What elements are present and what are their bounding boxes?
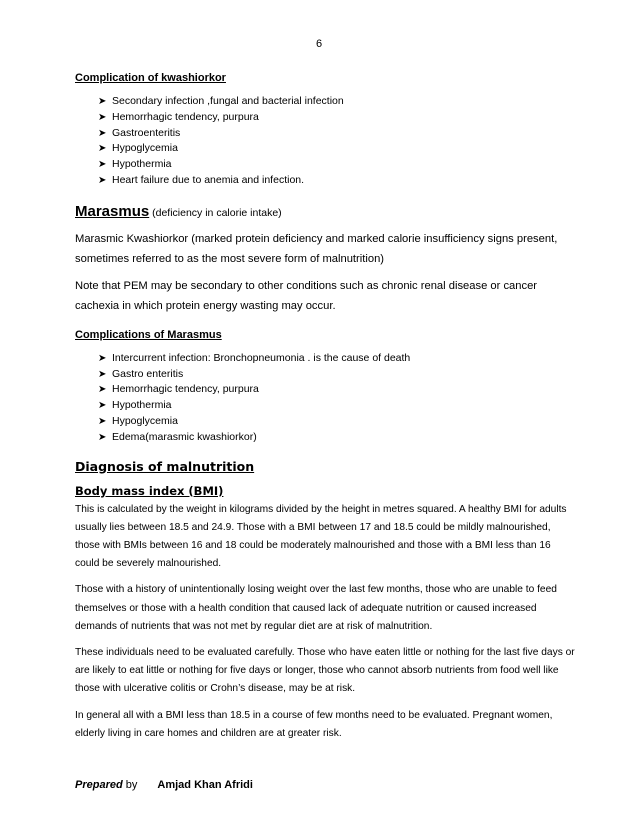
marasmus-paragraph-1: Marasmic Kwashiorkor (marked protein deficiency and marked calorie insufficiency signs present, sometimes referred to as the most severe form of malnutrition) xyxy=(75,232,558,265)
arrow-bullet-icon: ➤ xyxy=(98,431,107,443)
marasmus-subtitle: (deficiency in calorie intake) xyxy=(149,206,282,219)
kwashiorkor-list xyxy=(75,94,575,189)
marasmus-list xyxy=(75,351,575,446)
bmi-heading: Body mass index (BMI) xyxy=(75,483,224,498)
list-item: ➤ Hypothermia xyxy=(98,398,575,414)
page-content xyxy=(75,72,575,743)
list-item: ➤ Gastroenteritis xyxy=(98,126,575,142)
list-item: ➤ Edema(marasmic kwashiorkor) xyxy=(98,430,575,446)
kwashiorkor-heading: Complication of kwashiorkor xyxy=(75,72,226,84)
risk-paragraph: Those with a history of unintentionally losing weight over the last few months, those who are unable to feed themselves or those with a health condition that caused lack of adequate nutrition or caused increased demands of nutrients that was not met by regular diet are at risk of malnutrition. xyxy=(75,584,557,632)
arrow-bullet-icon: ➤ xyxy=(98,159,107,171)
arrow-bullet-icon: ➤ xyxy=(98,127,107,139)
arrow-bullet-icon: ➤ xyxy=(98,352,107,364)
general-paragraph: In general all with a BMI less than 18.5 in a course of few months need to be evaluated. Pregnant women, elderly living in care homes and children are at greater risk. xyxy=(75,709,553,739)
arrow-bullet-icon: ➤ xyxy=(98,400,107,412)
marasmus-complications-heading: Complications of Marasmus xyxy=(75,328,222,341)
footer xyxy=(75,779,253,791)
list-item: ➤ Intercurrent infection: Bronchopneumonia . is the cause of death xyxy=(98,351,575,367)
arrow-bullet-icon: ➤ xyxy=(98,111,107,123)
arrow-bullet-icon: ➤ xyxy=(98,415,107,427)
arrow-bullet-icon: ➤ xyxy=(98,368,107,380)
list-item: ➤ Secondary infection ,fungal and bacterial infection xyxy=(98,94,575,110)
list-item: ➤ Hypothermia xyxy=(98,157,575,173)
marasmus-title: Marasmus xyxy=(75,202,150,220)
list-item: ➤ Heart failure due to anemia and infection. xyxy=(98,173,575,189)
evaluation-paragraph: These individuals need to be evaluated carefully. Those who have eaten little or nothing for the last five days or are likely to eat little or nothing for five days or longer, those who cannot absorb nutrients from food well like those with ulcerative colitis or Crohn’s disease, may be at risk. xyxy=(75,646,575,695)
footer-by: by xyxy=(122,779,138,791)
marasmus-title-line xyxy=(75,203,575,221)
marasmus-paragraph-2: Note that PEM may be secondary to other conditions such as chronic renal disease or cancer cachexia in which protein energy wasting may occur. xyxy=(75,279,538,312)
arrow-bullet-icon: ➤ xyxy=(98,143,107,155)
arrow-bullet-icon: ➤ xyxy=(98,174,107,186)
page-number: 6 xyxy=(315,38,323,50)
footer-author: Amjad Khan Afridi xyxy=(157,779,253,791)
list-item: ➤ Hypoglycemia xyxy=(98,414,575,430)
arrow-bullet-icon: ➤ xyxy=(98,384,107,396)
footer-prepared: Prepared xyxy=(75,779,123,791)
list-item: ➤ Hemorrhagic tendency, purpura xyxy=(98,382,575,398)
list-item: ➤ Hypoglycemia xyxy=(98,141,575,157)
arrow-bullet-icon: ➤ xyxy=(98,96,107,107)
diagnosis-heading: Diagnosis of malnutrition xyxy=(75,458,255,474)
list-item: ➤ Gastro enteritis xyxy=(98,367,575,383)
bmi-paragraph: This is calculated by the weight in kilograms divided by the height in metres squared. A healthy BMI for adults usually lies between 18.5 and 24.9. Those with a BMI between 17 and 18.5 could be mildly malnourished, those with BMIs between 16 and 18 could be moderately malnourished and those with a BMI less than 16 could be severely malnourished. xyxy=(75,503,567,570)
list-item: ➤ Hemorrhagic tendency, purpura xyxy=(98,110,575,126)
